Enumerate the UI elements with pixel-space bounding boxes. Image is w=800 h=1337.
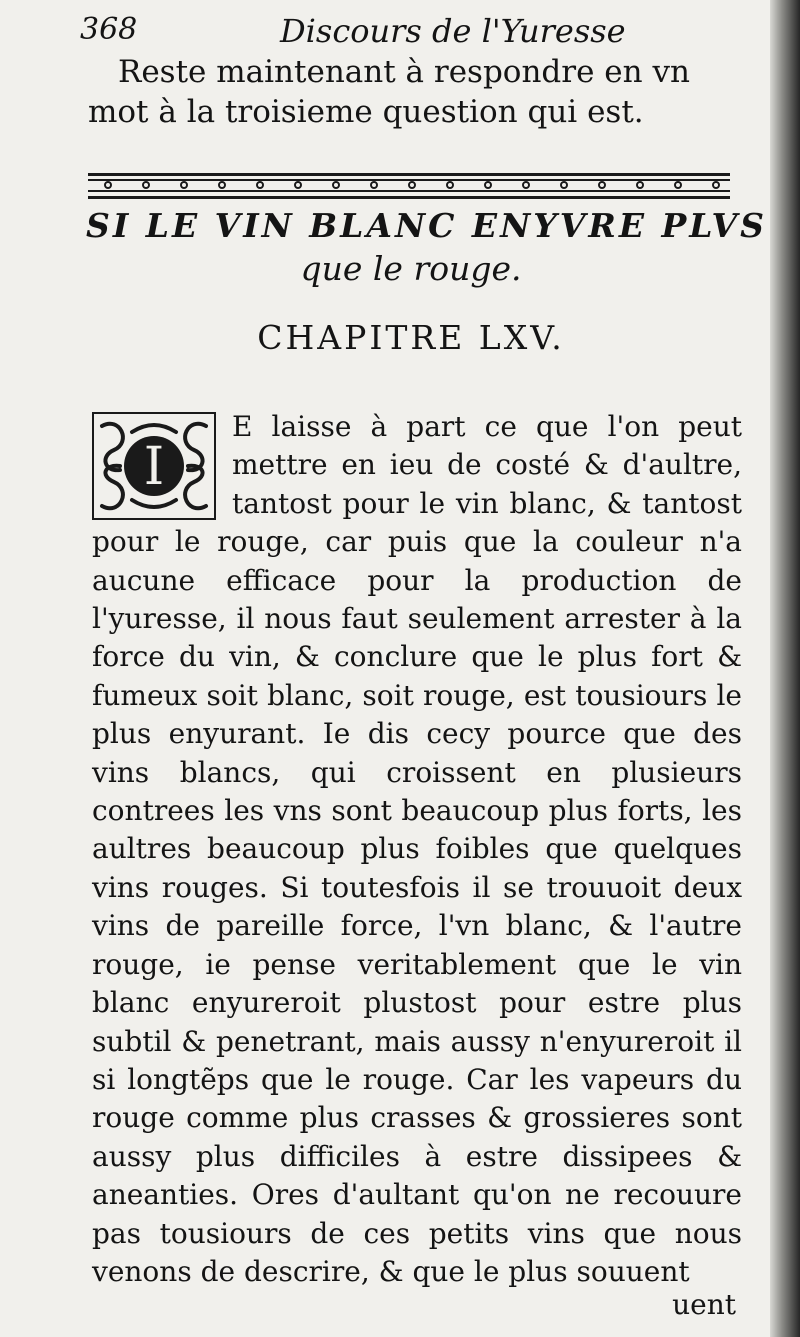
catchword: uent [672,1288,736,1321]
ornament-rule [88,172,730,200]
chapter-title-line2: que le rouge. [300,249,522,288]
book-gutter [770,0,800,1337]
intro-paragraph [88,52,738,132]
decorated-initial-icon [92,412,216,520]
running-head [80,8,750,50]
running-title: Discours de l'Yuresse [280,12,626,50]
body-paragraph: E laisse à part ce que l'on peut mettre en ieu de costé & d'aultre, tantost pour le vin blanc, & tantost pour le rouge, car puis que la couleur n'a aucune efficace pour la production de l'yuresse, il nous faut seulement arrester à la force du vin, & conclure que le plus fort & fumeux soit blanc, soit rouge, est tousiours le plus enyurant. Ie dis cecy pource que des vins blancs, qui croissent en plusieurs contrees les vns sont beaucoup plus forts, les aultres beaucoup plus foibles que quelques vins rouges. Si toutesfois il se trouuoit deux vins de pareille force, l'vn blanc, & l'autre rouge, ie pense veritablement que le vin blanc enyureroit plustost pour estre plus subtil & penetrant, mais aussy n'enyureroit il si longtẽps que le rouge. Car les vapeurs du rouge comme plus crasses & grossieres sont aussy plus difficiles à estre dissipees & aneanties. Ores d'aultant qu'on ne recouure pas tousiours de ces petits vins que nous venons de descrire, & que le plus souuent [92,410,742,1288]
intro-text: Reste maintenant à respondre en vn mot à la troisieme question qui est. [88,54,690,130]
chapter-title-line1: SI LE VIN BLANC ENYVRE PLVS [86,206,767,245]
body-text [92,408,742,1291]
svg-text:I: I [143,437,165,497]
chapter-title [86,204,767,290]
chapter-number: CHAPITRE LXV. [257,318,565,357]
page-number: 368 [80,12,138,47]
